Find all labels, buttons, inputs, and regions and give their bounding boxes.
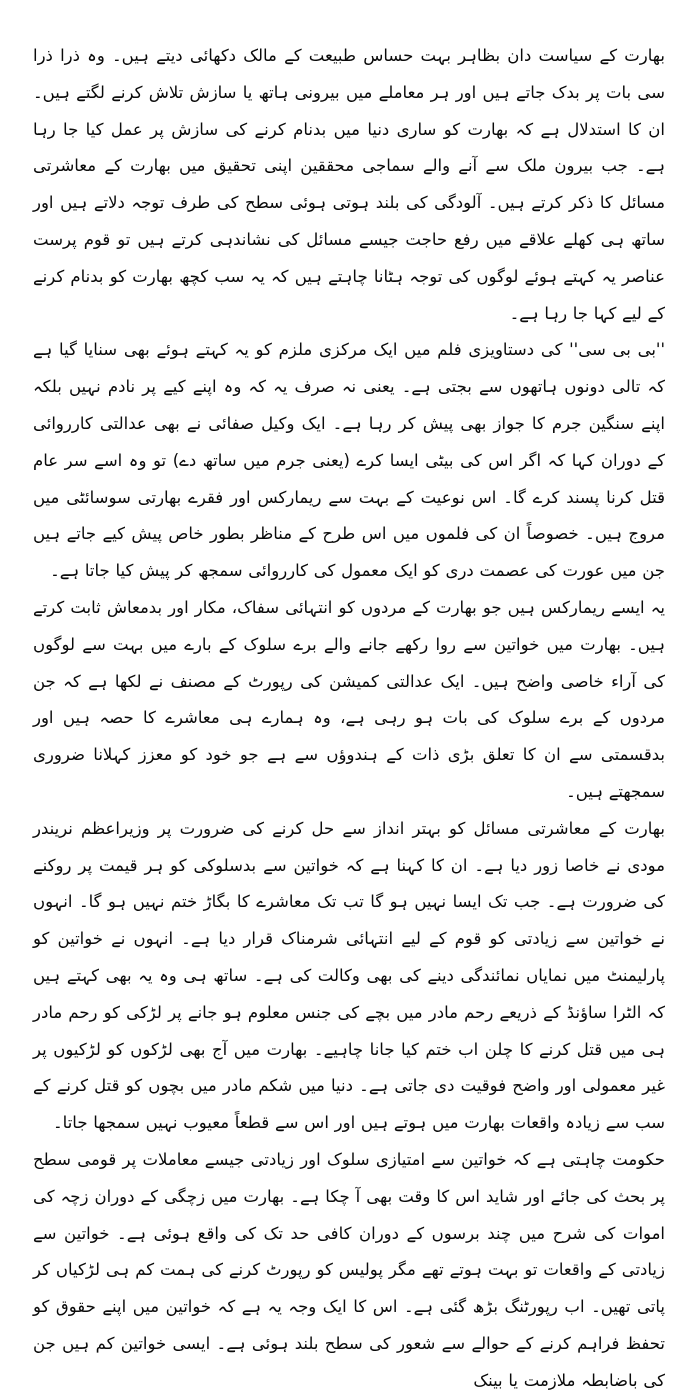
line-15: بھارت کے معاشرتی مسائل کو بہتر انداز سے حل کرنے کی ضرورت پر وزیراعظم نریندر مودی نے خاصا زور دیا ہے۔ ان کا کہنا ہے کہ خواتین سے bbox=[33, 818, 665, 875]
paragraph-4 bbox=[33, 811, 665, 1142]
line-18: کہتے ہیں کہ الٹرا ساؤنڈ کے ذریعے رحم مادر میں بچے کی جنس معلوم ہو جانے پر لڑکی کو رحم مادر ہی میں قتل کرنے کا چلن اب ختم کیا جانا چاہیے۔ bbox=[33, 965, 665, 1059]
paragraph-3 bbox=[33, 590, 665, 811]
line-14: جو خود کو معزز کہلانا ضروری سمجھتے ہیں۔ bbox=[33, 745, 665, 801]
paragraph-5 bbox=[33, 1142, 665, 1399]
line-22: بھارت میں زچگی کے دوران زچہ کی اموات کی شرح میں چند برسوں کے دوران کافی حد تک کی واقع ہوئی ہے۔ خواتین سے زیادتی کے bbox=[33, 1186, 665, 1280]
paragraph-2 bbox=[33, 332, 665, 590]
line-10: کارروائی سمجھ کر پیش کیا جاتا ہے۔ bbox=[50, 561, 309, 581]
line-7: کیے پر نادم نہیں بلکہ اپنے سنگین جرم کا جواز بھی پیش کر رہا ہے۔ ایک وکیل صفائی نے بھی عدالتی کارروائی کے دوران کہا کہ اگر اس کی بیٹی ایسا bbox=[33, 377, 665, 470]
line-17: قوم کے لیے انتہائی شرمناک قرار دیا ہے۔ انہوں نے خواتین کو پارلیمنٹ میں نمایاں نمائندگی دینے کی بھی وکالت کی ہے۔ ساتھ ہی وہ یہ بھی bbox=[33, 929, 666, 985]
line-20: واقعات بھارت میں ہوتے ہیں اور اس سے قطعاً معیوب نہیں سمجھا جاتا۔ bbox=[53, 1113, 560, 1133]
line-4: توجہ دلاتے ہیں اور ساتھ ہی کھلے علاقے میں رفع حاجت جیسے مسائل کی نشاندہی کرتے ہیں تو قوم پرست عناصر یہ کہتے ہوئے لوگوں کی توجہ ہٹانا bbox=[33, 193, 666, 286]
line-6: ''بی بی سی'' کی دستاویزی فلم میں ایک مرکزی ملزم کو یہ کہتے ہوئے بھی سنایا گیا ہے کہ تالی دونوں ہاتھوں سے بجتی ہے۔ یعنی نہ صرف یہ کہ وہ اپنے bbox=[33, 340, 665, 397]
line-23: واقعات تو بہت ہوتے تھے مگر پولیس کو رپورٹ کرنے کی ہمت کم ہی لڑکیاں کر پاتی تھیں۔ اب رپورٹنگ بڑھ گئی ہے۔ اس کا ایک وجہ یہ ہے کہ bbox=[33, 1260, 665, 1317]
line-1: بھارت کے سیاست دان بظاہر بہت حساس طبیعت کے مالک دکھائی دیتے ہیں۔ وہ ذرا ذرا سی بات پر بدک جاتے ہیں اور ہر معاملے میں bbox=[33, 46, 665, 102]
line-24: خواتین میں اپنے حقوق کو تحفظ فراہم کرنے کے حوالے سے شعور کی سطح بلند ہوئی ہے۔ ایسی خواتین کم ہیں جن کی باضابطہ ملازمت یا بینک bbox=[33, 1297, 665, 1390]
line-5: چاہتے ہیں کہ یہ سب کچھ بھارت کو بدنام کرنے کے لیے کہا جا رہا ہے۔ bbox=[33, 266, 665, 323]
line-3: بیرون ملک سے آنے والے سماجی محققین اپنی تحقیق میں بھارت کے معاشرتی مسائل کا ذکر کرتے ہیں۔ آلودگی کی بلند ہوتی ہوئی سطح کی طرف bbox=[33, 156, 666, 213]
paragraph-1 bbox=[33, 38, 665, 332]
line-12: والے برے سلوک کے بارے میں بہت سے لوگوں کی آراء خاصی واضح ہیں۔ ایک عدالتی کمیشن کی رپورٹ کے مصنف نے لکھا ہے کہ جن bbox=[33, 634, 665, 691]
line-13: مردوں کے برے سلوک کی بات ہو رہی ہے، وہ ہمارے ہی معاشرے کا حصہ ہیں اور بدقسمتی سے ان کا تعلق بڑی ذات کے ہندوؤں سے ہے bbox=[33, 708, 665, 765]
line-9: مروج ہیں۔ خصوصاً ان کی فلموں میں اس طرح کے مناظر بطور خاص پیش کیے جاتے ہیں جن میں عورت کی عصمت دری کو ایک معمول کی bbox=[33, 524, 665, 581]
line-21: حکومت چاہتی ہے کہ خواتین سے امتیازی سلوک اور زیادتی جیسے معاملات پر قومی سطح پر بحث کی جائے اور شاید اس کا وقت بھی آ چکا ہے۔ bbox=[33, 1149, 665, 1206]
line-11: یہ ایسے ریمارکس ہیں جو بھارت کے مردوں کو انتہائی سفاک، مکار اور بدمعاش ثابت کرتے ہیں۔ بھارت میں خواتین سے روا رکھے جانے bbox=[33, 597, 666, 654]
line-19: بھارت میں آج بھی لڑکوں کو لڑکیوں پر غیر معمولی اور واضح فوقیت دی جاتی ہے۔ دنیا میں شکم مادر میں بچوں کو قتل کرنے کے سب سے زیادہ bbox=[33, 1039, 665, 1133]
article-body bbox=[33, 38, 665, 1399]
line-2: بیرونی ہاتھ یا سازش تلاش کرنے لگتے ہیں۔ ان کا استدلال ہے کہ بھارت کو ساری دنیا میں بدنام کرنے کی سازش پر عمل کیا جا رہا ہے۔ جب bbox=[33, 82, 666, 176]
line-16: بدسلوکی کو ہر قیمت پر روکنے کی ضرورت ہے۔ جب تک ایسا نہیں ہو گا تب تک معاشرے کا بگاڑ ختم نہیں ہو گا۔ انہوں نے خواتین سے زیادتی کو bbox=[33, 855, 665, 949]
line-8: کرے (یعنی جرم میں ساتھ دے) تو وہ اسے سر عام قتل کرنا پسند کرے گا۔ اس نوعیت کے بہت سے ریمارکس اور فقرے بھارتی سوسائٹی میں bbox=[33, 450, 665, 507]
